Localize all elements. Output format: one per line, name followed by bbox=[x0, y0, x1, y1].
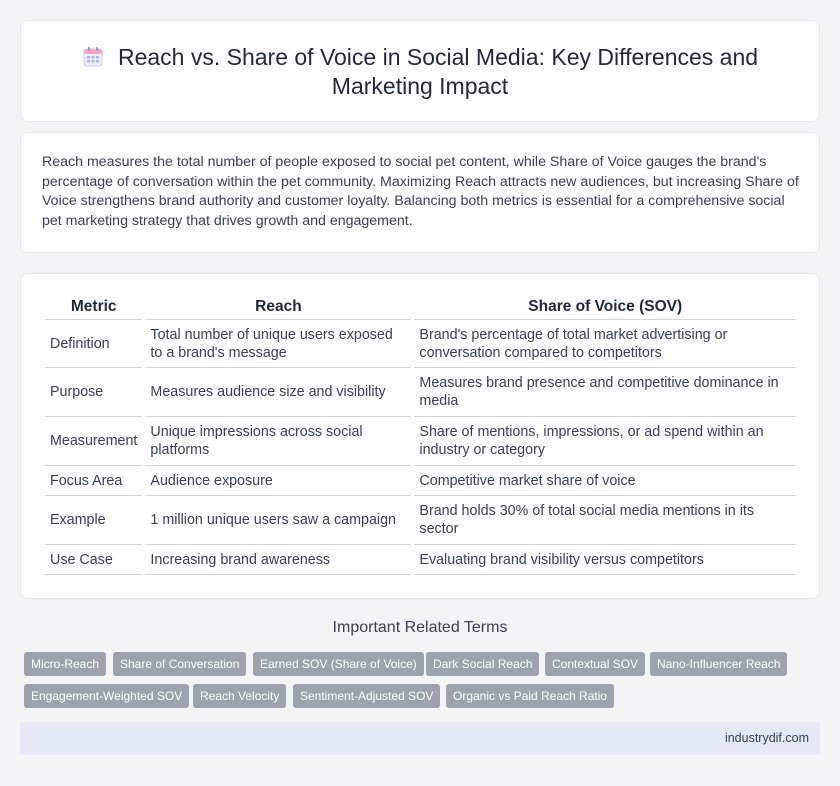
tag-dark-social-reach[interactable]: Dark Social Reach bbox=[426, 652, 539, 676]
tag-organic-vs-paid-reach-ratio[interactable]: Organic vs Paid Reach Ratio bbox=[446, 684, 614, 708]
page-title bbox=[21, 43, 819, 101]
table-row bbox=[45, 368, 796, 417]
table-row bbox=[45, 320, 796, 368]
reach-cell: Measures audience size and visibility bbox=[145, 368, 411, 417]
sov-cell: Brand's percentage of total market advertising or conversation compared to competitors bbox=[414, 320, 796, 368]
tag-micro-reach[interactable]: Micro-Reach bbox=[24, 652, 106, 676]
table-row bbox=[45, 545, 796, 575]
reach-cell: Audience exposure bbox=[145, 466, 411, 496]
table-row bbox=[45, 417, 796, 466]
sov-cell: Evaluating brand visibility versus competitors bbox=[414, 545, 796, 575]
tag-earned-sov[interactable]: Earned SOV (Share of Voice) bbox=[253, 652, 424, 676]
reach-cell: 1 million unique users saw a campaign bbox=[145, 496, 411, 545]
tag-engagement-weighted-sov[interactable]: Engagement-Weighted SOV bbox=[24, 684, 189, 708]
table-header-row bbox=[45, 294, 796, 320]
summary-card bbox=[20, 132, 820, 253]
sov-cell: Share of mentions, impressions, or ad spend within an industry or category bbox=[414, 417, 796, 466]
sov-cell: Measures brand presence and competitive dominance in media bbox=[414, 368, 796, 417]
reach-cell: Total number of unique users exposed to a brand's message bbox=[145, 320, 411, 368]
reach-cell: Increasing brand awareness bbox=[145, 545, 411, 575]
header-reach: Reach bbox=[145, 294, 411, 320]
header-metric: Metric bbox=[45, 294, 142, 320]
metric-cell: Purpose bbox=[45, 368, 142, 417]
sov-cell: Brand holds 30% of total social media mentions in its sector bbox=[414, 496, 796, 545]
tag-nano-influencer-reach[interactable]: Nano-Influencer Reach bbox=[650, 652, 787, 676]
metric-cell: Definition bbox=[45, 320, 142, 368]
tag-sentiment-adjusted-sov[interactable]: Sentiment-Adjusted SOV bbox=[293, 684, 440, 708]
sov-cell: Competitive market share of voice bbox=[414, 466, 796, 496]
table-row bbox=[45, 496, 796, 545]
metric-cell: Use Case bbox=[45, 545, 142, 575]
title-line-2: Marketing Impact bbox=[331, 73, 509, 99]
metric-cell: Focus Area bbox=[45, 466, 142, 496]
related-terms-title: Important Related Terms bbox=[332, 619, 508, 636]
header-sov: Share of Voice (SOV) bbox=[414, 294, 796, 320]
reach-cell: Unique impressions across social platforms bbox=[145, 417, 411, 466]
tag-contextual-sov[interactable]: Contextual SOV bbox=[545, 652, 645, 676]
comparison-table bbox=[42, 294, 799, 575]
metric-cell: Measurement bbox=[45, 417, 142, 466]
footer bbox=[20, 722, 820, 755]
header-card bbox=[20, 20, 820, 122]
summary-text: Reach measures the total number of people exposed to social pet content, while Share of Voice gauges the brand's percentage of conversation within the pet community. Maximizing Reach attracts new audiences, but increasing Share of Voice strengthens brand authority and customer loyalty. Balancing both metrics is essential for a comprehensive social pet marketing strategy that drives growth and engagement. bbox=[42, 154, 799, 229]
title-line-1: Reach vs. Share of Voice in Social Media: Key Differences and bbox=[117, 44, 759, 70]
tag-share-of-conversation[interactable]: Share of Conversation bbox=[113, 652, 246, 676]
calendar-icon bbox=[82, 46, 104, 68]
tag-reach-velocity[interactable]: Reach Velocity bbox=[193, 684, 286, 708]
comparison-table-card bbox=[20, 273, 820, 599]
metric-cell: Example bbox=[45, 496, 142, 545]
table-row bbox=[45, 466, 796, 496]
footer-site[interactable]: industrydif.com bbox=[724, 731, 809, 745]
